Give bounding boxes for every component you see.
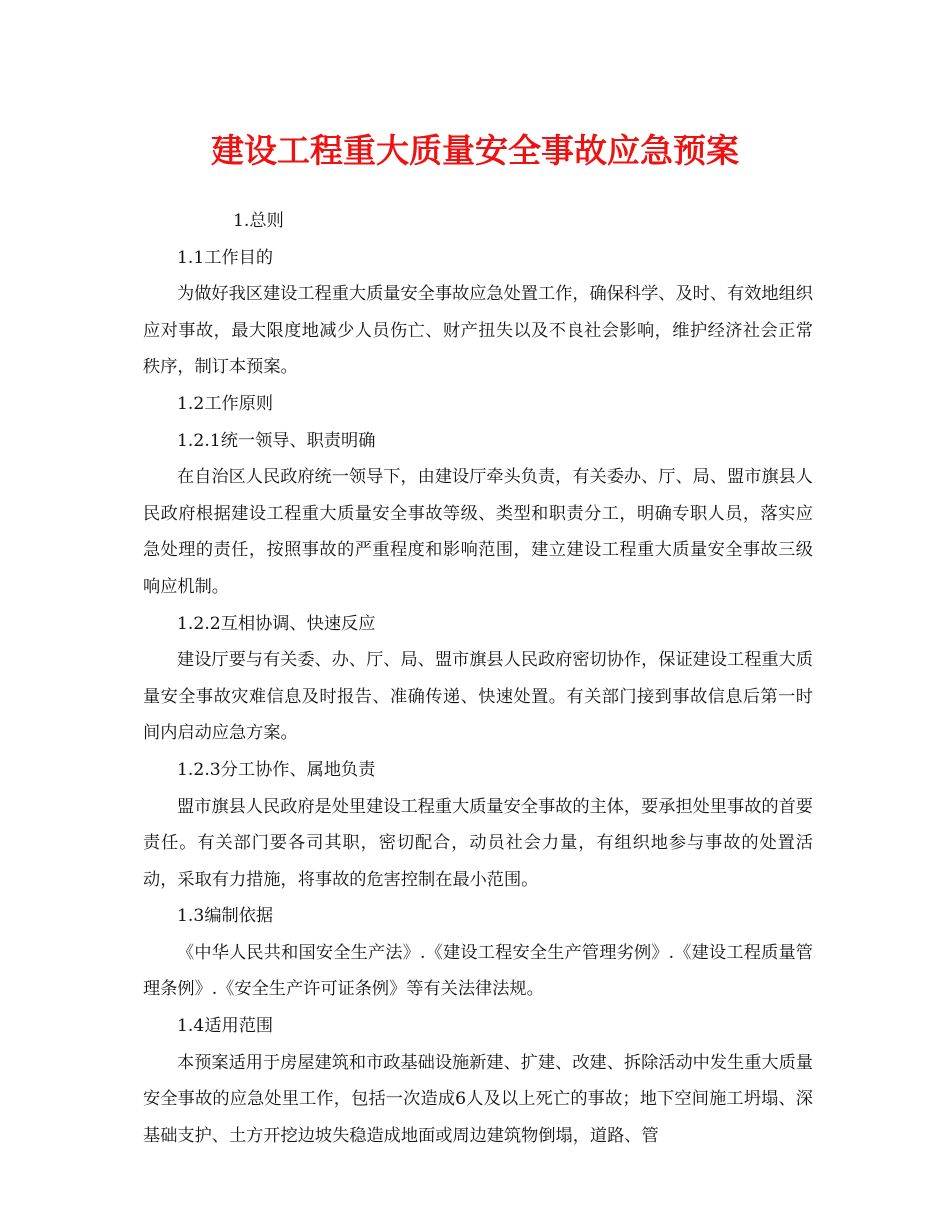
- subsection-heading-basis: 1.3编制依据: [177, 906, 274, 927]
- subsection-heading-division-of-labor: 1.2.3分工协作、属地负责: [177, 759, 376, 780]
- paragraph-unified-leadership: 在自治区人民政府统一领导下，由建设厅牵头负责，有关委办、厅、局、盟市旗县人民政府根据建设工程重大质量安全事故等级、类型和职责分工，明确专职人员，落实应急处理的责任，按照事故的严重程度和影响范围，建立建设工程重大质量安全事故三级响应机制。: [143, 467, 813, 597]
- subsection-heading-principles: 1.2工作原则: [177, 393, 274, 414]
- subsection-heading-purpose: 1.1工作目的: [177, 247, 274, 268]
- paragraph-scope: 本预案适用于房屋建筑和市政基础设施新建、扩建、改建、拆除活动中发生重大质量安全事故的应急处里工作，包括一次造成6人及以上死亡的事故；地下空间施工坍塌、深基础支护、土方开挖边坡失稳造成地面或周边建筑物倒塌，道路、管: [143, 1052, 813, 1146]
- paragraph-purpose: 为做好我区建设工程重大质量安全事故应急处置工作，确保科学、及时、有效地组织应对事故，最大限度地减少人员伤亡、财产扭失以及不良社会影响，维护经济社会正常秩序，制订本预案。: [143, 284, 813, 378]
- document-title: 建设工程重大质量安全事故应急预案: [211, 131, 739, 170]
- subsection-heading-coordination: 1.2.2互相协调、快速反应: [177, 613, 376, 634]
- paragraph-coordination: 建设厅要与有关委、办、厅、局、盟市旗县人民政府密切协作，保证建设工程重大质量安全事故灾难信息及时报告、准确传递、快速处置。有关部门接到事故信息后第一时间内启动应急方案。: [143, 650, 813, 744]
- paragraph-basis: 《中华人民共和国安全生产法》.《建设工程安全生产管理劣例》.《建设工程质量管理条例》.《安全生产许可证条例》等有关法律法规。: [143, 942, 813, 1000]
- subsection-heading-scope: 1.4适用范围: [177, 1016, 274, 1037]
- paragraph-division-of-labor: 盟市旗县人民政府是处里建设工程重大质量安全事故的主体，要承担处里事故的首要责任。有关部门要各司其职，密切配合，动员社会力量，有组织地参与事故的处置活动，采取有力措施，将事故的危害控制在最小范围。: [143, 796, 813, 890]
- subsection-heading-unified-leadership: 1.2.1统一领导、职责明确: [177, 430, 376, 451]
- document-body: [143, 203, 813, 1154]
- section-heading-general: 1.总则: [233, 211, 284, 231]
